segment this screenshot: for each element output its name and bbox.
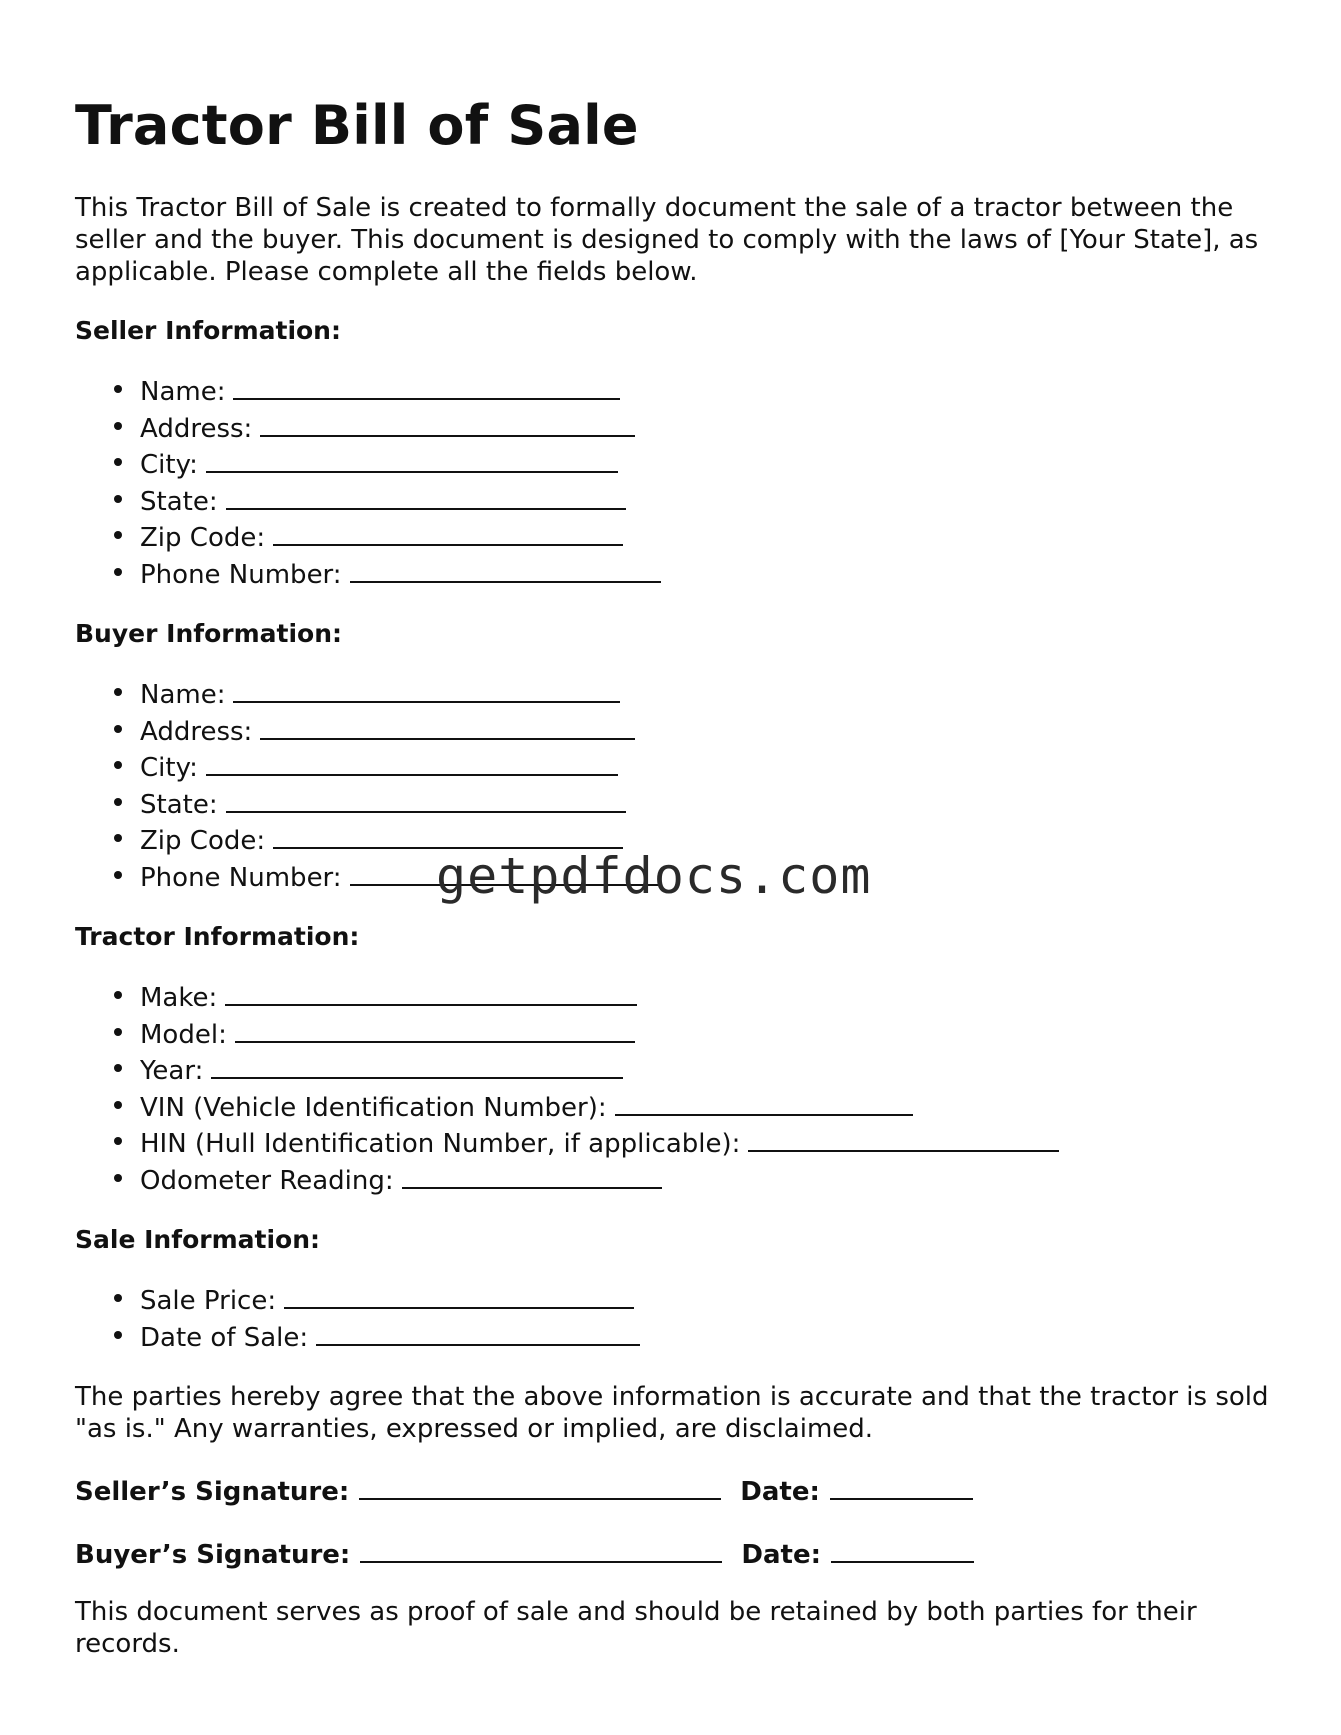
buyer-section-heading: Buyer Information: — [75, 619, 343, 648]
buyer-signature-line — [75, 1535, 1275, 1571]
seller-zip-label: Zip Code: — [140, 523, 266, 553]
seller-field-list — [75, 372, 1275, 591]
buyer-name-label: Name: — [140, 680, 226, 710]
seller-phone-label: Phone Number: — [140, 559, 342, 590]
sale-date-blank[interactable] — [316, 1318, 640, 1346]
tractor-model-blank[interactable] — [235, 1015, 635, 1043]
buyer-signature-blank[interactable] — [360, 1535, 722, 1563]
sale-section-heading: Sale Information: — [75, 1225, 320, 1254]
buyer-state-blank[interactable] — [226, 785, 626, 813]
tractor-section-heading: Tractor Information: — [75, 922, 360, 951]
buyer-city-label: City: — [140, 753, 198, 783]
tractor-hin-blank[interactable] — [748, 1124, 1059, 1152]
seller-section-heading: Seller Information: — [75, 316, 341, 345]
tractor-odometer-label: Odometer Reading: — [140, 1165, 394, 1196]
list-item — [140, 785, 1275, 822]
seller-phone-blank[interactable] — [350, 555, 661, 583]
seller-state-label: State: — [140, 486, 218, 517]
sale-price-label: Sale Price: — [140, 1286, 277, 1316]
list-item — [140, 675, 1275, 712]
tractor-hin-label: HIN (Hull Identification Number, if applicable): — [140, 1129, 741, 1159]
buyer-date-blank[interactable] — [831, 1535, 974, 1563]
list-item — [140, 1051, 1275, 1088]
list-item — [140, 409, 1275, 446]
seller-signature-line — [75, 1472, 1275, 1508]
seller-city-blank[interactable] — [206, 445, 618, 473]
page-title: Tractor Bill of Sale — [75, 94, 639, 157]
list-item — [140, 1318, 1275, 1355]
seller-name-label: Name: — [140, 377, 226, 407]
tractor-field-list — [75, 978, 1275, 1197]
list-item — [140, 1281, 1275, 1318]
tractor-model-label: Model: — [140, 1019, 227, 1050]
list-item — [140, 748, 1275, 785]
seller-name-blank[interactable] — [233, 372, 620, 400]
seller-date-label: Date: — [740, 1477, 820, 1507]
seller-state-blank[interactable] — [226, 482, 626, 510]
tractor-make-label: Make: — [140, 983, 218, 1013]
sale-field-list — [75, 1281, 1275, 1354]
list-item — [140, 372, 1275, 409]
list-item — [140, 1161, 1275, 1198]
tractor-year-label: Year: — [140, 1056, 204, 1086]
tractor-year-blank[interactable] — [211, 1051, 623, 1079]
buyer-name-blank[interactable] — [233, 675, 620, 703]
list-item — [140, 712, 1275, 749]
buyer-signature-label: Buyer’s Signature: — [75, 1540, 351, 1570]
list-item — [140, 1015, 1275, 1052]
buyer-phone-label: Phone Number: — [140, 862, 342, 893]
sale-price-blank[interactable] — [284, 1281, 634, 1309]
seller-signature-label: Seller’s Signature: — [75, 1477, 350, 1507]
seller-date-blank[interactable] — [830, 1472, 973, 1500]
tractor-odometer-blank[interactable] — [402, 1161, 662, 1189]
seller-address-blank[interactable] — [260, 409, 635, 437]
buyer-address-blank[interactable] — [260, 712, 635, 740]
tractor-make-blank[interactable] — [225, 978, 637, 1006]
buyer-date-label: Date: — [741, 1540, 821, 1570]
list-item — [140, 445, 1275, 482]
buyer-city-blank[interactable] — [206, 748, 618, 776]
list-item — [140, 1088, 1275, 1125]
buyer-zip-label: Zip Code: — [140, 826, 266, 856]
tractor-vin-blank[interactable] — [615, 1088, 913, 1116]
watermark-text: getpdfdocs.com — [436, 847, 872, 905]
list-item — [140, 978, 1275, 1015]
list-item — [140, 1124, 1275, 1161]
list-item — [140, 518, 1275, 555]
buyer-zip-blank[interactable] — [273, 821, 623, 849]
seller-zip-blank[interactable] — [273, 518, 623, 546]
seller-address-label: Address: — [140, 413, 253, 444]
seller-signature-blank[interactable] — [359, 1472, 721, 1500]
list-item — [140, 555, 1275, 592]
footer-paragraph: This document serves as proof of sale and should be retained by both parties for their records. — [75, 1597, 1197, 1659]
seller-city-label: City: — [140, 450, 198, 480]
buyer-address-label: Address: — [140, 716, 253, 747]
buyer-state-label: State: — [140, 789, 218, 820]
sale-date-label: Date of Sale: — [140, 1322, 309, 1353]
list-item — [140, 482, 1275, 519]
tractor-vin-label: VIN (Vehicle Identification Number): — [140, 1092, 607, 1123]
agreement-paragraph: The parties hereby agree that the above information is accurate and that the tractor is sold "as is." Any warranties, expressed or implied, are disclaimed. — [75, 1382, 1269, 1444]
intro-paragraph: This Tractor Bill of Sale is created to formally document the sale of a tractor between the seller and the buyer. This document is designed to comply with the laws of [Your State], as applicable. Please complete all the fields below. — [75, 193, 1259, 287]
